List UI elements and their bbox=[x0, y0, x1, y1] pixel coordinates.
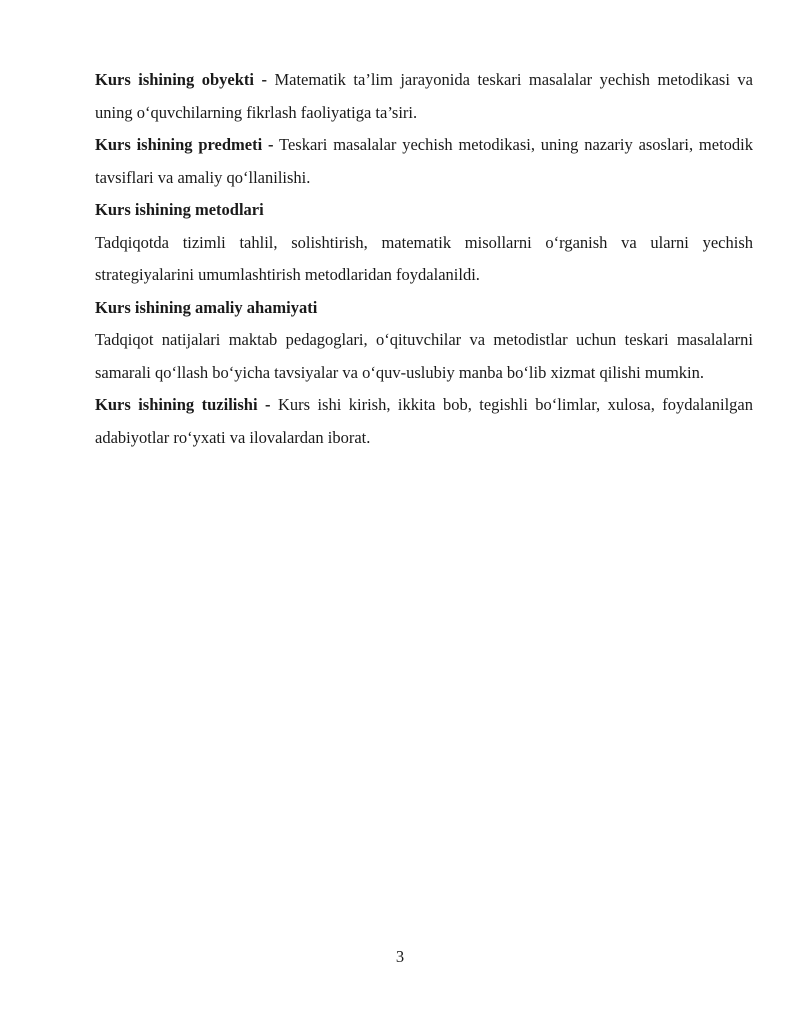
subject-paragraph bbox=[95, 129, 753, 194]
subject-text: Teskari masalalar yechish metodikasi, uning nazariy asoslari, metodik tavsiflari va amaliy qo‘llanilishi. bbox=[95, 135, 753, 187]
object-paragraph bbox=[95, 64, 753, 129]
significance-heading: Kurs ishining amaliy ahamiyati bbox=[95, 297, 318, 317]
page-number: 3 bbox=[395, 947, 405, 966]
object-text: Matematik ta’lim jarayonida teskari masalalar yechish metodikasi va uning o‘quvchilarning fikrlash faoliyatiga ta’siri. bbox=[95, 70, 754, 122]
methods-text: Tadqiqotda tizimli tahlil, solishtirish, matematik misollarni o‘rganish va ularni yechish strategiyalarini umumlashtirish metodlaridan foydalanildi. bbox=[95, 232, 753, 284]
structure-text: Kurs ishi kirish, ikkita bob, tegishli bo‘limlar, xulosa, foydalanilgan adabiyotlar ro‘yxati va ilovalardan iborat. bbox=[95, 395, 753, 447]
document-page-body bbox=[95, 64, 753, 454]
significance-text: Tadqiqot natijalari maktab pedagoglari, o‘qituvchilar va metodistlar uchun teskari masalalarni samarali qo‘llash bo‘yicha tavsiyalar va o‘quv-uslubiy manba bo‘lib xizmat qilishi mumkin. bbox=[95, 330, 753, 382]
object-label: Kurs ishining obyekti - bbox=[95, 70, 267, 89]
structure-paragraph bbox=[95, 389, 753, 454]
structure-label: Kurs ishining tuzilishi - bbox=[95, 395, 271, 414]
subject-label: Kurs ishining predmeti - bbox=[95, 135, 274, 154]
methods-heading: Kurs ishining metodlari bbox=[95, 200, 264, 219]
